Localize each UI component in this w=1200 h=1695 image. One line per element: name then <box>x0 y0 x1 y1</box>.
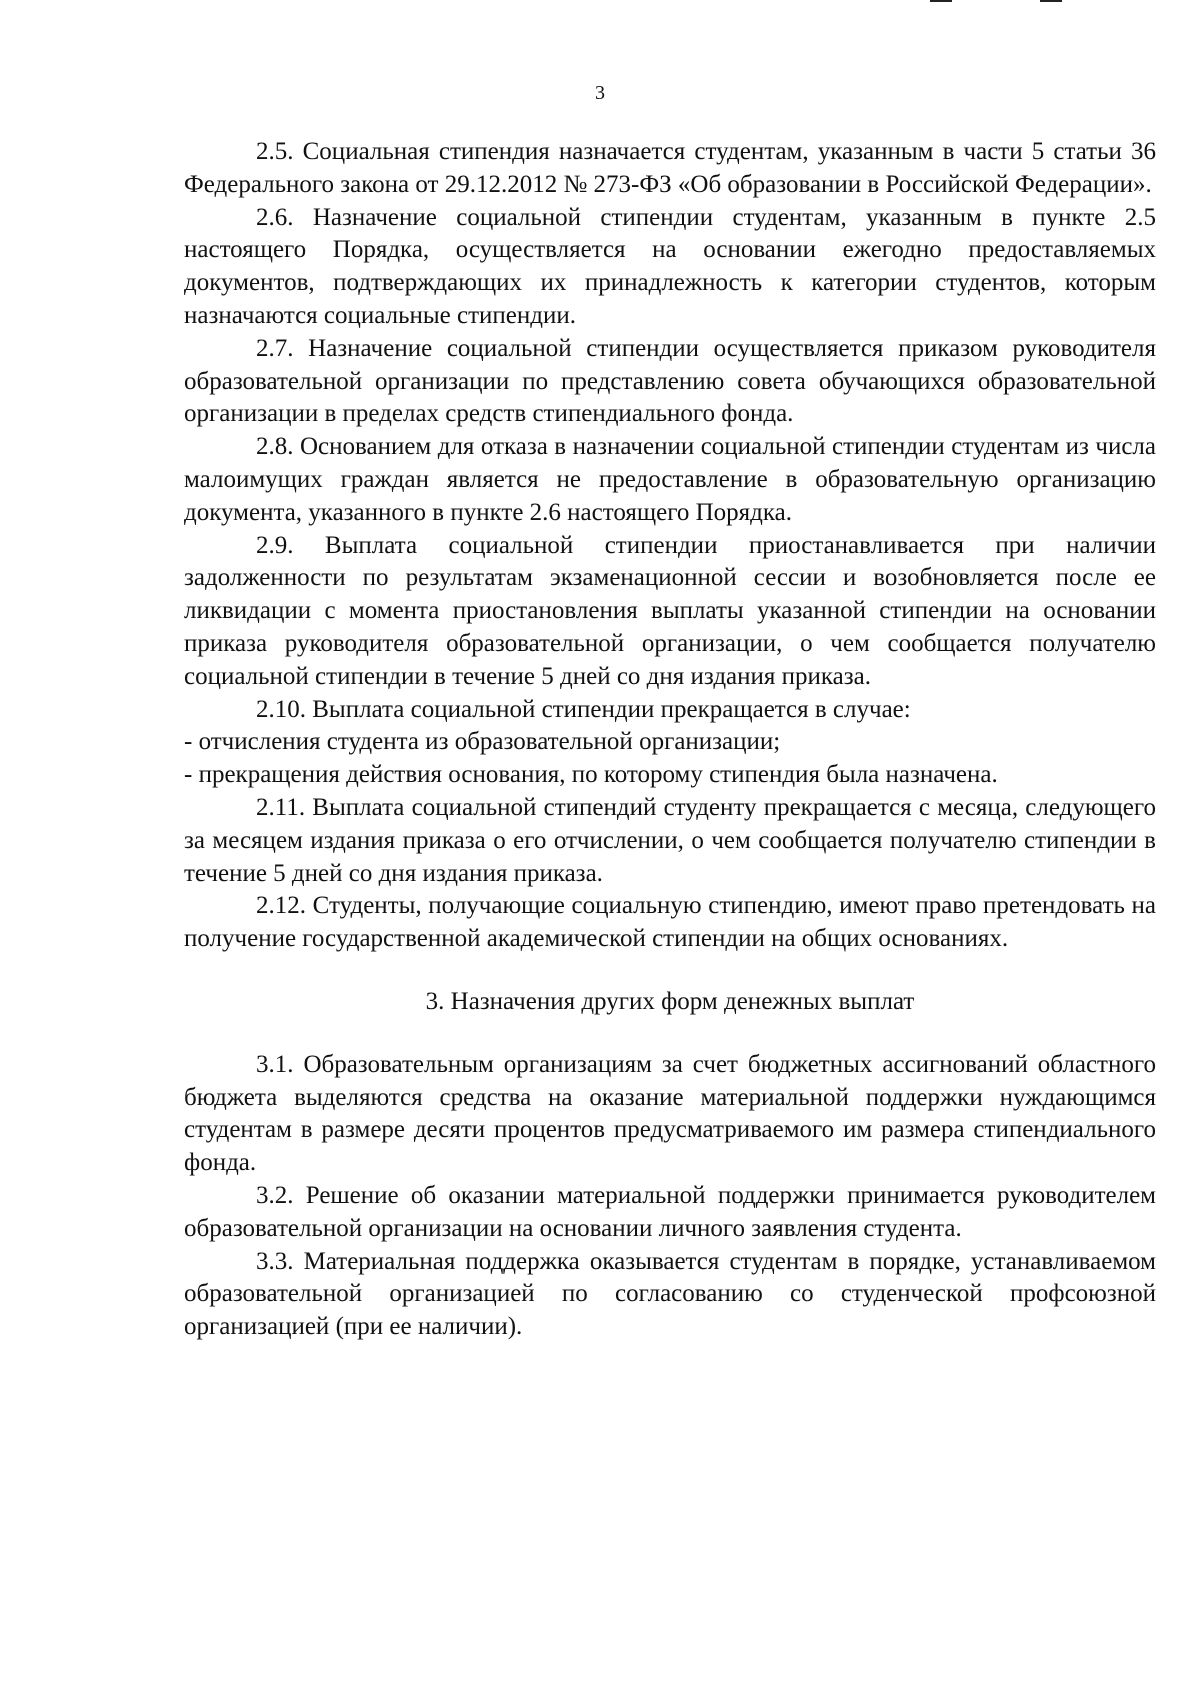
section-3-heading: 3. Назначения других форм денежных выплат <box>425 987 915 1015</box>
paragraph-2-11: 2.11. Выплата социальной стипендий студенту прекращается с месяца, следующего за месяцем издания приказа о его отчислении, о чем сообщается получателю стипендии в течение 5 дней со дня издания приказа. <box>184 793 1156 887</box>
scan-mark-right <box>1040 0 1062 2</box>
scan-mark-left <box>930 0 952 2</box>
paragraph-3-3: 3.3. Материальная поддержка оказывается студентам в порядке, устанавливаемом образовательной организацией по согласованию со студенческой профсоюзной организацией (при ее наличии). <box>184 1247 1156 1341</box>
paragraph-3-1: 3.1. Образовательным организациям за счет бюджетных ассигнований областного бюджета выделяются средства на оказание материальной поддержки нуждающимся студентам в размере десяти процентов предусматриваемого им размера стипендиального фонда. <box>184 1050 1156 1177</box>
page-number: 3 <box>595 82 605 104</box>
paragraph-2-8: 2.8. Основанием для отказа в назначении социальной стипендии студентам из числа малоимущих граждан является не предоставление в образовательную организацию документа, указанного в пункте 2.6 настоящего Порядка. <box>184 433 1156 526</box>
paragraph-2-10: 2.10. Выплата социальной стипендии прекращается в случае: <box>256 695 911 723</box>
paragraph-2-5: 2.5. Социальная стипендия назначается студентам, указанным в части 5 статьи 36 Федерального закона от 29.12.2012 № 273-ФЗ «Об образовании в Российской Федерации». <box>184 138 1156 198</box>
paragraph-3-2: 3.2. Решение об оказании материальной поддержки принимается руководителем образовательной организации на основании личного заявления студента. <box>184 1181 1156 1242</box>
list-item: - отчисления студента из образовательной организации; <box>184 728 781 756</box>
list-item: - прекращения действия основания, по которому стипендия была назначена. <box>184 761 998 789</box>
paragraph-2-9: 2.9. Выплата социальной стипендии приостанавливается при наличии задолженности по результатам экзаменационной сессии и возобновляется после ее ликвидации с момента приостановления выплаты указанной стипендии на основании приказа руководителя образовательной организации, о чем сообщается получателю социальной стипендии в течение 5 дней со дня издания приказа. <box>184 531 1156 690</box>
paragraph-2-12: 2.12. Студенты, получающие социальную стипендию, имеют право претендовать на получение государственной академической стипендии на общих основаниях. <box>184 892 1156 953</box>
document-body <box>184 136 1156 1344</box>
paragraph-2-7: 2.7. Назначение социальной стипендии осуществляется приказом руководителя образовательной организации по представлению совета обучающихся образовательной организации в пределах средств стипендиального фонда. <box>184 334 1156 428</box>
paragraph-2-6: 2.6. Назначение социальной стипендии студентам, указанным в пункте 2.5 настоящего Порядка, осуществляется на основании ежегодно предоставляемых документов, подтверждающих их принадлежность к категории студентов, которым назначаются социальные стипендии. <box>184 203 1156 329</box>
